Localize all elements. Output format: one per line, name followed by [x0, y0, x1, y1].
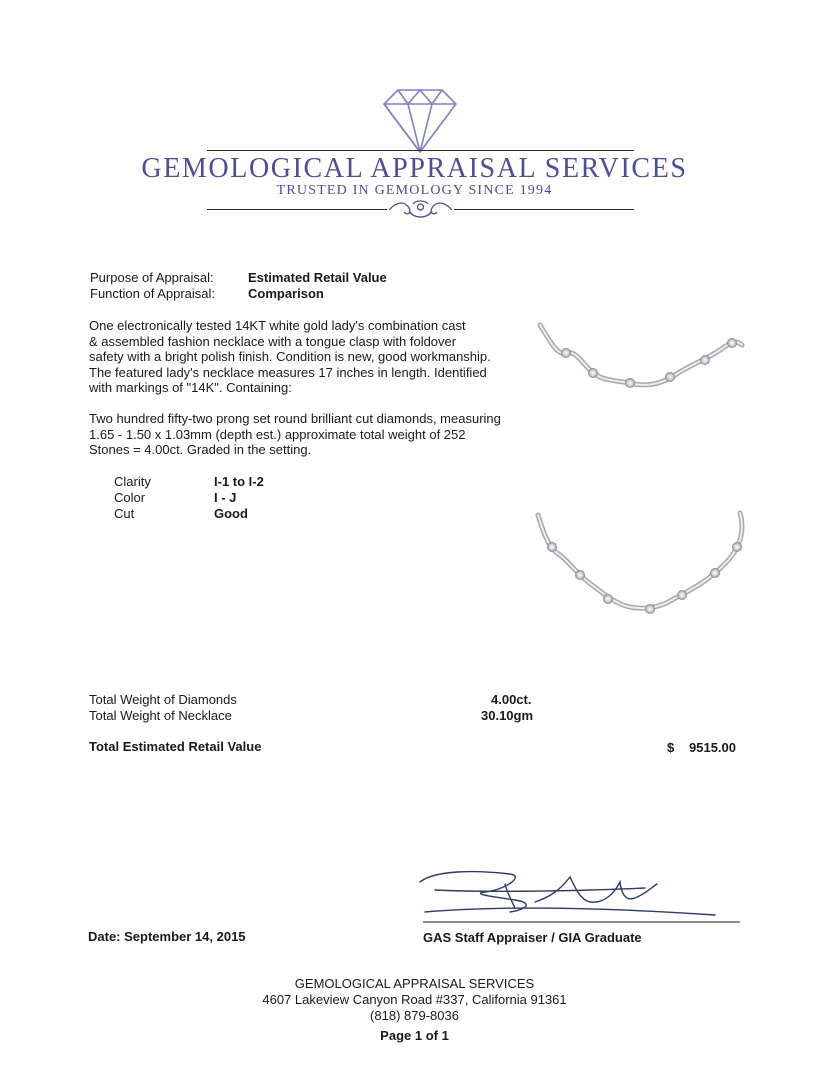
company-name-title: GEMOLOGICAL APPRAISAL SERVICES: [141, 153, 688, 184]
total-retail-value: 9515.00: [689, 740, 736, 755]
total-necklace-label: Total Weight of Necklace: [89, 708, 232, 723]
description-paragraph: [89, 318, 529, 396]
description-line: safety with a bright polish finish. Condition is new, good workmanship.: [89, 349, 491, 364]
header-rule-top: [207, 150, 634, 151]
description-line: The featured lady's necklace measures 17 inches in length. Identified: [89, 364, 487, 380]
necklace-upper-diamonds: [561, 338, 737, 388]
footer-phone: (818) 879-8036: [370, 1008, 459, 1023]
stones-line: Two hundred fifty-two prong set round brilliant cut diamonds, measuring: [89, 411, 501, 426]
currency-symbol: $: [667, 740, 675, 755]
footer-address: 4607 Lakeview Canyon Road #337, California 91361: [262, 992, 567, 1007]
clarity-value: I-1 to I-2: [214, 474, 264, 489]
necklace-lower-diamonds: [547, 542, 742, 614]
stones-line: 1.65 - 1.50 x 1.03mm (depth est.) approximate total weight of 252: [89, 426, 466, 442]
function-value: Comparison: [248, 286, 324, 301]
appraiser-signature: [415, 862, 745, 927]
header-rule-bottom-left: [207, 209, 387, 210]
footer-company: GEMOLOGICAL APPRAISAL SERVICES: [294, 976, 535, 991]
necklace-lower-strand: [538, 513, 742, 608]
stones-paragraph: [89, 411, 529, 458]
function-label: Function of Appraisal:: [90, 286, 216, 301]
description-line: One electronically tested 14KT white gold lady's combination cast: [89, 318, 466, 333]
necklace-photo: [530, 315, 750, 640]
purpose-value: Estimated Retail Value: [248, 270, 387, 285]
total-diamonds-label: Total Weight of Diamonds: [89, 692, 237, 707]
color-value: I - J: [214, 490, 237, 505]
scroll-ornament-icon: [387, 199, 454, 221]
clarity-label: Clarity: [114, 474, 151, 489]
company-tagline: TRUSTED IN GEMOLOGY SINCE 1994: [276, 183, 553, 198]
total-necklace-value: 30.10gm: [481, 708, 534, 723]
total-retail-label: Total Estimated Retail Value: [89, 739, 262, 754]
date-text: Date: September 14, 2015: [88, 929, 246, 944]
purpose-label: Purpose of Appraisal:: [90, 270, 214, 285]
total-diamonds-value: 4.00ct.: [491, 692, 532, 707]
description-line: & assembled fashion necklace with a tongue clasp with foldover: [89, 333, 457, 349]
cut-label: Cut: [114, 506, 135, 521]
appraiser-title: GAS Staff Appraiser / GIA Graduate: [423, 930, 642, 945]
color-label: Color: [114, 490, 146, 505]
description-line: with markings of "14K". Containing:: [89, 380, 292, 395]
stones-line: Stones = 4.00ct. Graded in the setting.: [89, 442, 312, 457]
header-rule-bottom-right: [454, 209, 634, 210]
cut-value: Good: [214, 506, 248, 521]
diamond-logo-icon: [380, 86, 460, 156]
page-number: Page 1 of 1: [380, 1028, 449, 1043]
